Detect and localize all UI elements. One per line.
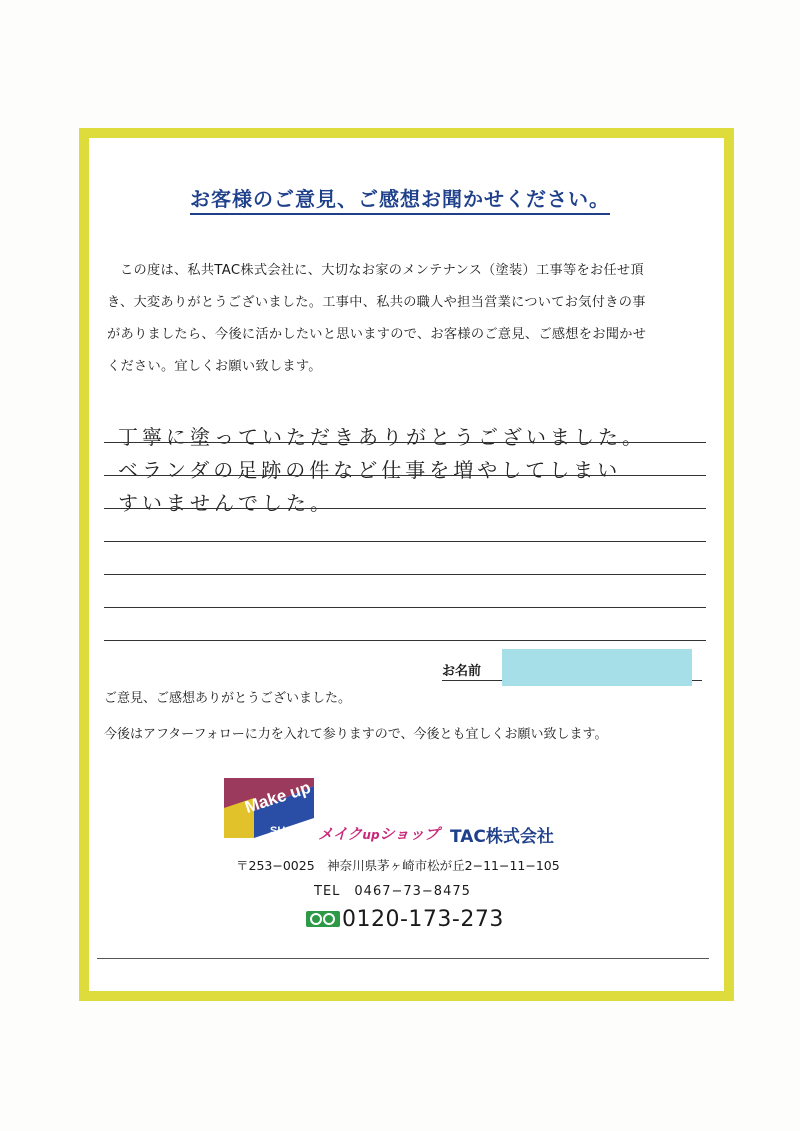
logo-text-bottom: SHOP xyxy=(270,825,302,837)
company-name: TAC株式会社 xyxy=(450,827,554,847)
closing-line: ご意見、ご感想ありがとうございました。 xyxy=(104,691,352,706)
intro-line: この度は、私共TAC株式会社に、大切なお家のメンテナンス（塗装）工事等をお任せ頂 xyxy=(120,263,644,278)
intro-text xyxy=(107,255,707,383)
makeup-shop-logo xyxy=(224,778,314,838)
company-address: 〒253−0025 神奈川県茅ヶ崎市松が丘2−11−11−105 xyxy=(236,858,560,873)
answer-line xyxy=(104,508,706,509)
free-dial-number: 0120-173-273 xyxy=(342,907,504,932)
handwritten-line: ベランダの足跡の件など仕事を増やしてしまい xyxy=(118,458,622,482)
intro-line: き、大変ありがとうございました。工事中、私共の職人や担当営業についてお気付きの事 xyxy=(107,295,646,310)
name-redaction xyxy=(502,649,692,686)
intro-line: がありましたら、今後に活かしたいと思いますので、お客様のご意見、ご感想をお聞かせ xyxy=(107,327,647,342)
free-dial-icon xyxy=(306,911,340,927)
answer-line xyxy=(104,574,706,575)
company-kana-name: メイクupショップ xyxy=(318,825,440,843)
form-title: お客様のご意見、ご感想お聞かせください。 xyxy=(0,183,800,212)
answer-line xyxy=(104,640,706,641)
bottom-line xyxy=(97,958,709,959)
handwritten-line: すいませんでした。 xyxy=(118,491,334,515)
company-tel: TEL 0467−73−8475 xyxy=(314,884,471,899)
answer-line xyxy=(104,442,706,443)
answer-line xyxy=(104,541,706,542)
logo-text-top: Make up xyxy=(242,778,314,817)
closing-line: 今後はアフターフォローに力を入れて参りますので、今後とも宜しくお願い致します。 xyxy=(104,727,608,742)
name-label: お名前 xyxy=(442,664,482,679)
answer-line xyxy=(104,607,706,608)
intro-line: ください。宜しくお願い致します。 xyxy=(107,359,322,374)
answer-line xyxy=(104,475,706,476)
handwritten-line: 丁寧に塗っていただきありがとうございました。 xyxy=(118,425,646,449)
